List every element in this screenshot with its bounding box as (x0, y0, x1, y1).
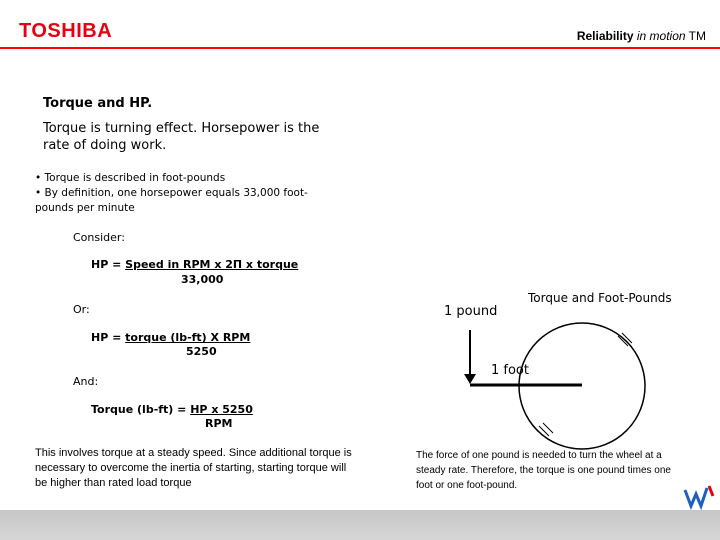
brand-mark-accent (709, 486, 713, 496)
note-left: This involves torque at a steady speed. Since additional torque is necessary to overcome the inertia of starting, starting torque will be higher than rated load torque (35, 447, 352, 489)
bullet-list (35, 171, 335, 216)
diagram-caption: The force of one pound is needed to turn the wheel at a steady rate. Therefore, the torque is one pound times one foot or one foot-pound. (416, 450, 671, 491)
tagline-italic: in motion (636, 29, 686, 43)
force-arrow-head (464, 374, 476, 384)
formula-lhs: Torque (lb-ft) = (91, 403, 191, 416)
or-label: Or: (73, 303, 90, 316)
formula-numerator: Speed in RPM x 2Π x torque (125, 258, 299, 271)
tagline-tm: TM (688, 29, 706, 43)
tagline-strong: Reliability (576, 29, 634, 43)
tagline (577, 29, 706, 43)
formula-hp-rpm (91, 258, 298, 271)
pound-label: 1 pound (444, 304, 498, 319)
footer-bar (0, 510, 720, 540)
formula-lhs: HP = (91, 258, 126, 271)
formula-denominator: RPM (205, 417, 233, 430)
slide-subtitle: Torque is turning effect. Horsepower is the rate of doing work. (43, 121, 320, 153)
formula-torque (91, 403, 253, 416)
brand-mark-stroke (685, 488, 707, 506)
header-divider (0, 47, 720, 49)
formula-hp-torque (91, 331, 250, 344)
foot-label: 1 foot (491, 363, 529, 378)
bullet-item: • Torque is described in foot-pounds (35, 172, 226, 184)
consider-label: Consider: (73, 231, 125, 244)
slide-title: Torque and HP. (43, 96, 153, 111)
formula-numerator: torque (lb-ft) X RPM (125, 331, 251, 344)
formula-denominator: 5250 (186, 345, 217, 358)
bullet-item: • By definition, one horsepower equals 33,000 foot-pounds per minute (35, 187, 308, 214)
formula-denominator: 33,000 (181, 273, 224, 286)
brand-mark-icon (683, 484, 717, 510)
diagram-title: Torque and Foot-Pounds (528, 291, 672, 305)
formula-numerator: HP x 5250 (190, 403, 253, 416)
toshiba-logo: TOSHIBA (19, 20, 113, 42)
and-label: And: (73, 375, 99, 388)
formula-lhs: HP = (91, 331, 126, 344)
